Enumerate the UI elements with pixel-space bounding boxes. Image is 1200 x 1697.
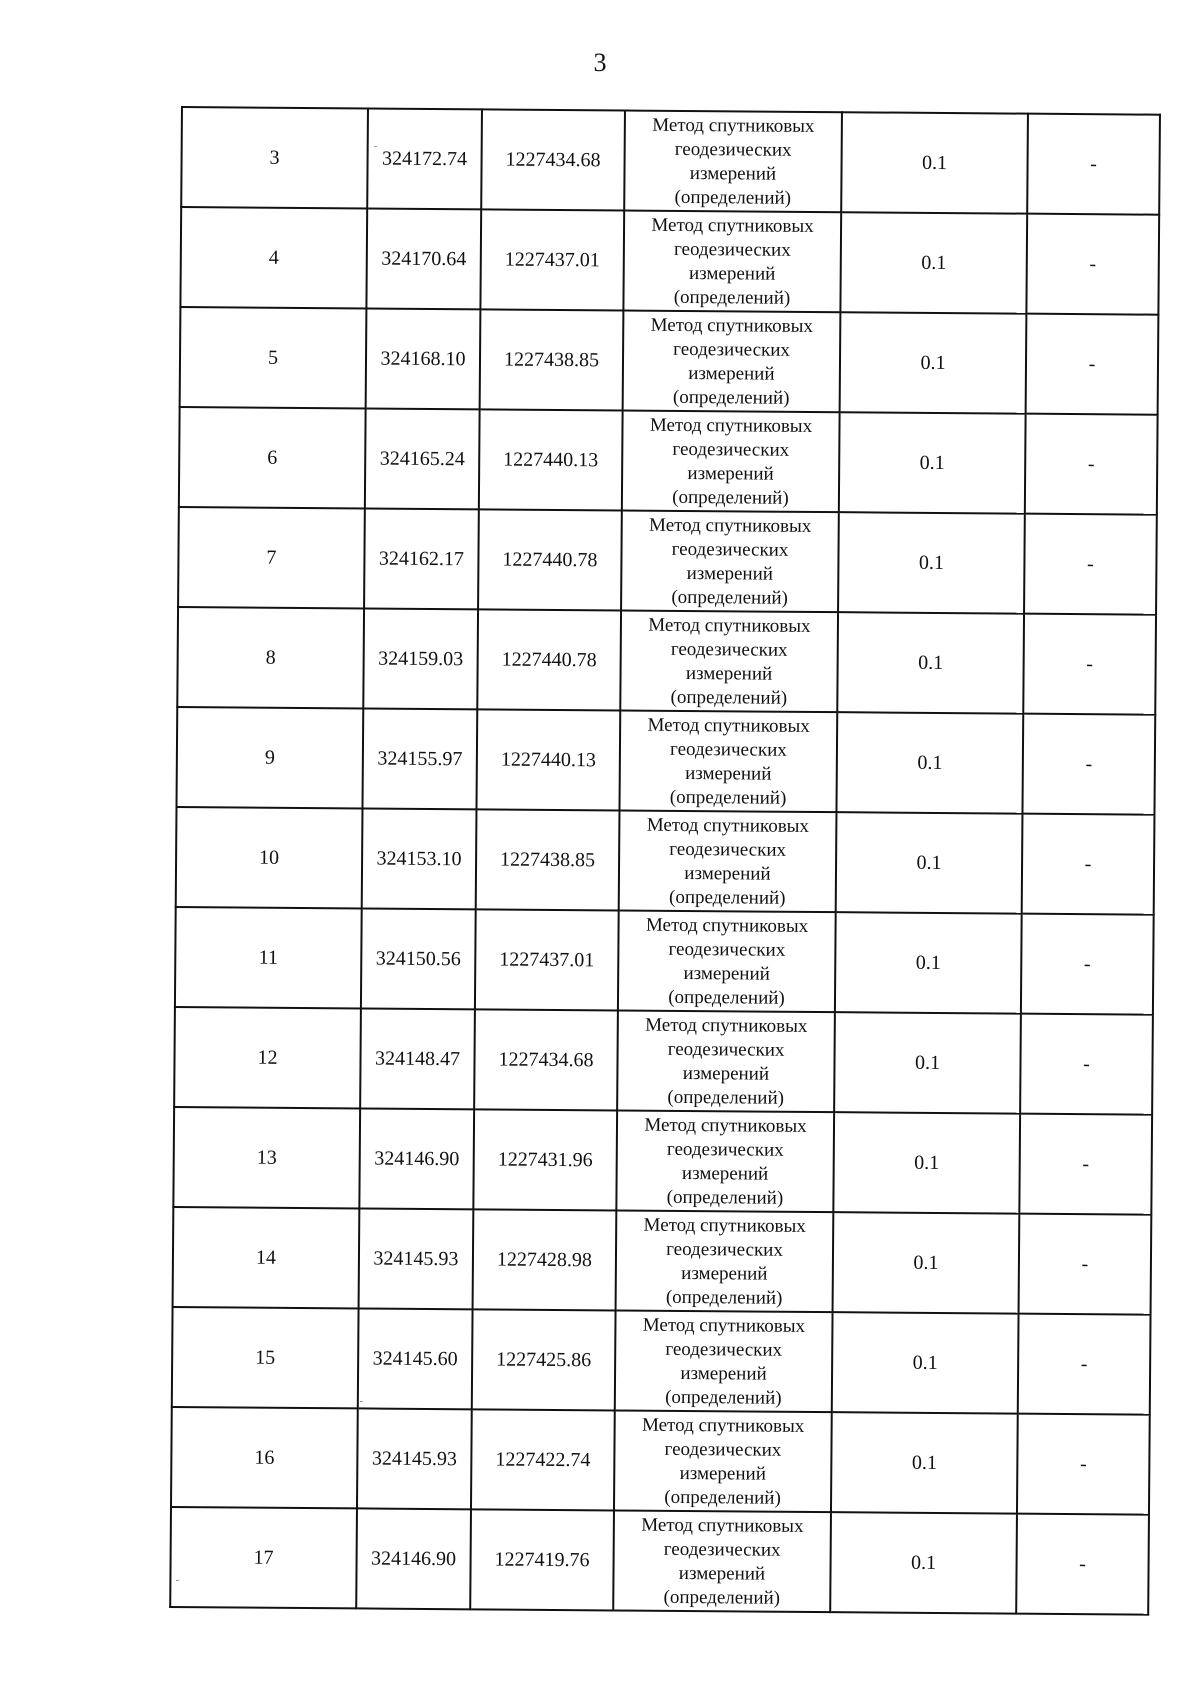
note-cell: - bbox=[1024, 514, 1157, 615]
method-text-line: измерений bbox=[679, 1462, 767, 1485]
method-text-line: (определений) bbox=[670, 686, 788, 709]
y-coordinate-cell: 1227431.96 bbox=[473, 1109, 617, 1210]
method-text-line: геодезических bbox=[663, 1538, 781, 1561]
note-cell: - bbox=[1026, 214, 1159, 315]
method-cell bbox=[622, 410, 840, 512]
method-text-line: Метод спутниковых bbox=[648, 614, 811, 637]
table-row bbox=[176, 707, 1155, 815]
table-row bbox=[172, 1307, 1151, 1415]
y-coordinate-cell: 1227419.76 bbox=[470, 1509, 614, 1610]
point-number-cell: 16 bbox=[171, 1407, 358, 1508]
note-cell: - bbox=[1027, 114, 1160, 215]
x-coordinate-cell: 324146.90 bbox=[356, 1508, 471, 1609]
accuracy-cell: 0.1 bbox=[833, 1112, 1020, 1213]
y-coordinate-cell: 1227438.85 bbox=[480, 309, 624, 410]
method-text-line: геодезических bbox=[666, 1138, 784, 1161]
note-cell: - bbox=[1017, 1414, 1150, 1515]
point-number-cell: 7 bbox=[178, 507, 365, 608]
table-row bbox=[173, 1107, 1152, 1215]
method-text-line: геодезических bbox=[667, 1038, 785, 1061]
method-text-line: измерений bbox=[688, 262, 776, 285]
method-cell bbox=[616, 1210, 834, 1312]
method-text-line: Метод спутниковых bbox=[647, 714, 810, 737]
note-cell: - bbox=[1020, 1014, 1153, 1115]
method-text-line: Метод спутниковых bbox=[641, 1514, 804, 1537]
method-text-line: Метод спутниковых bbox=[652, 114, 815, 137]
method-text-line: Метод спутниковых bbox=[651, 214, 814, 237]
method-cell bbox=[616, 1110, 834, 1212]
method-cell bbox=[615, 1310, 833, 1412]
method-text-line: (определений) bbox=[666, 1186, 784, 1209]
scan-speck bbox=[360, 1401, 363, 1402]
x-coordinate-cell: 324145.93 bbox=[357, 1408, 472, 1509]
y-coordinate-cell: 1227440.78 bbox=[477, 609, 621, 710]
method-text-line: геодезических bbox=[664, 1438, 782, 1461]
point-number-cell: 17 bbox=[170, 1507, 357, 1608]
method-cell bbox=[624, 110, 842, 212]
point-number-cell: 6 bbox=[179, 407, 366, 508]
point-number-cell: 5 bbox=[180, 307, 367, 408]
point-number-cell: 14 bbox=[173, 1207, 360, 1308]
method-text-line: измерений bbox=[685, 762, 772, 785]
method-text-line: (определений) bbox=[665, 1386, 782, 1409]
coordinates-table-body bbox=[170, 107, 1160, 1615]
method-text-line: измерений bbox=[680, 1362, 767, 1385]
method-text-line: Метод спутниковых bbox=[646, 814, 810, 837]
point-number-cell: 10 bbox=[176, 807, 363, 908]
page-number: 3 bbox=[593, 48, 607, 77]
point-number-cell: 9 bbox=[176, 707, 363, 808]
table-row bbox=[180, 307, 1159, 415]
method-cell bbox=[617, 1010, 835, 1112]
note-cell: - bbox=[1019, 1114, 1152, 1215]
method-text-line: геодезических bbox=[670, 738, 787, 761]
accuracy-cell: 0.1 bbox=[834, 1012, 1021, 1113]
method-cell bbox=[620, 610, 838, 712]
method-cell bbox=[619, 710, 837, 812]
table-row bbox=[181, 107, 1160, 215]
accuracy-cell: 0.1 bbox=[833, 1212, 1020, 1313]
method-text-line: Метод спутниковых bbox=[644, 1114, 807, 1137]
note-cell: - bbox=[1023, 614, 1156, 715]
table-row bbox=[175, 907, 1154, 1015]
method-cell bbox=[619, 810, 837, 912]
y-coordinate-cell: 1227437.01 bbox=[475, 909, 619, 1010]
point-number-cell: 11 bbox=[175, 907, 362, 1008]
x-coordinate-cell: 324165.24 bbox=[365, 408, 480, 509]
x-coordinate-cell: 324172.74 bbox=[367, 108, 482, 209]
y-coordinate-cell: 1227434.68 bbox=[481, 109, 625, 210]
x-coordinate-cell: 324148.47 bbox=[360, 1008, 475, 1109]
method-text-line: геодезических bbox=[672, 438, 790, 461]
table-row bbox=[170, 1507, 1149, 1615]
method-text-line: геодезических bbox=[670, 638, 788, 661]
method-text-line: геодезических bbox=[671, 538, 789, 561]
accuracy-cell: 0.1 bbox=[840, 212, 1027, 313]
y-coordinate-cell: 1227440.78 bbox=[478, 509, 622, 610]
method-text-line: Метод спутниковых bbox=[641, 1414, 805, 1437]
x-coordinate-cell: 324145.60 bbox=[358, 1308, 473, 1409]
accuracy-cell: 0.1 bbox=[839, 412, 1026, 513]
note-cell: - bbox=[1016, 1514, 1149, 1615]
method-text-line: измерений bbox=[687, 462, 774, 485]
accuracy-cell: 0.1 bbox=[836, 812, 1023, 913]
method-text-line: (определений) bbox=[672, 386, 790, 409]
table-row bbox=[180, 207, 1159, 315]
method-text-line: измерений bbox=[681, 1262, 768, 1285]
method-cell bbox=[614, 1410, 832, 1512]
x-coordinate-cell: 324168.10 bbox=[366, 308, 481, 409]
method-text-line: (определений) bbox=[668, 986, 785, 1009]
accuracy-cell: 0.1 bbox=[830, 1512, 1017, 1613]
method-text-line: измерений bbox=[689, 162, 777, 185]
y-coordinate-cell: 1227437.01 bbox=[480, 209, 624, 310]
note-cell: - bbox=[1022, 814, 1155, 915]
y-coordinate-cell: 1227428.98 bbox=[473, 1209, 617, 1310]
note-cell: - bbox=[1019, 1214, 1152, 1315]
x-coordinate-cell: 324150.56 bbox=[361, 908, 476, 1009]
y-coordinate-cell: 1227434.68 bbox=[474, 1009, 618, 1110]
method-text-line: измерений bbox=[678, 1562, 766, 1585]
note-cell: - bbox=[1021, 914, 1154, 1015]
method-text-line: Метод спутниковых bbox=[649, 514, 812, 537]
x-coordinate-cell: 324153.10 bbox=[362, 808, 477, 909]
method-text-line: Метод спутниковых bbox=[642, 1314, 806, 1337]
table-row bbox=[176, 807, 1155, 915]
table-row bbox=[174, 1007, 1153, 1115]
method-text-line: Метод спутниковых bbox=[645, 1014, 808, 1037]
point-number-cell: 8 bbox=[177, 607, 364, 708]
method-text-line: измерений bbox=[688, 362, 775, 385]
x-coordinate-cell: 324145.93 bbox=[359, 1208, 474, 1309]
point-number-cell: 13 bbox=[173, 1107, 360, 1208]
method-text-line: (определений) bbox=[667, 1086, 785, 1109]
x-coordinate-cell: 324159.03 bbox=[363, 608, 478, 709]
method-text-line: (определений) bbox=[665, 1286, 783, 1309]
method-text-line: (определений) bbox=[664, 1486, 781, 1509]
accuracy-cell: 0.1 bbox=[836, 712, 1023, 813]
accuracy-cell: 0.1 bbox=[837, 612, 1024, 713]
accuracy-cell: 0.1 bbox=[832, 1312, 1019, 1413]
method-text-line: геодезических bbox=[669, 838, 787, 861]
method-text-line: геодезических bbox=[665, 1338, 783, 1361]
y-coordinate-cell: 1227438.85 bbox=[476, 809, 620, 910]
method-text-line: (определений) bbox=[674, 186, 792, 209]
table-row bbox=[178, 507, 1157, 615]
method-text-line: измерений bbox=[685, 662, 773, 685]
point-number-cell: 12 bbox=[174, 1007, 361, 1108]
method-text-line: измерений bbox=[681, 1162, 769, 1185]
table-row bbox=[177, 607, 1156, 715]
method-text-line: Метод спутниковых bbox=[650, 314, 813, 337]
method-cell bbox=[623, 310, 841, 412]
x-coordinate-cell: 324162.17 bbox=[364, 508, 479, 609]
method-text-line: (определений) bbox=[673, 286, 791, 309]
note-cell: - bbox=[1025, 414, 1158, 515]
x-coordinate-cell: 324170.64 bbox=[366, 208, 481, 309]
method-text-line: (определений) bbox=[672, 486, 789, 509]
table-row bbox=[171, 1407, 1150, 1515]
method-text-line: (определений) bbox=[671, 586, 789, 609]
accuracy-cell: 0.1 bbox=[841, 112, 1028, 213]
point-number-cell: 4 bbox=[180, 207, 367, 308]
note-cell: - bbox=[1018, 1314, 1151, 1415]
method-cell bbox=[618, 910, 836, 1012]
method-cell bbox=[623, 210, 841, 312]
accuracy-cell: 0.1 bbox=[835, 912, 1022, 1013]
y-coordinate-cell: 1227422.74 bbox=[471, 1409, 615, 1510]
method-text-line: измерений bbox=[684, 862, 771, 885]
x-coordinate-cell: 324146.90 bbox=[359, 1108, 474, 1209]
method-cell bbox=[613, 1510, 831, 1612]
method-text-line: Метод спутниковых bbox=[643, 1214, 806, 1237]
method-text-line: геодезических bbox=[673, 338, 791, 361]
accuracy-cell: 0.1 bbox=[840, 312, 1027, 413]
method-text-line: (определений) bbox=[663, 1586, 781, 1609]
method-text-line: геодезических bbox=[673, 238, 791, 261]
y-coordinate-cell: 1227440.13 bbox=[479, 409, 623, 510]
method-text-line: геодезических bbox=[668, 938, 786, 961]
y-coordinate-cell: 1227440.13 bbox=[476, 709, 620, 810]
point-number-cell: 15 bbox=[172, 1307, 359, 1408]
scan-speck bbox=[176, 1580, 179, 1581]
table-row bbox=[173, 1207, 1152, 1315]
method-text-line: Метод спутниковых bbox=[649, 414, 813, 437]
method-text-line: измерений bbox=[682, 1062, 770, 1085]
point-number-cell: 3 bbox=[181, 107, 368, 208]
y-coordinate-cell: 1227425.86 bbox=[472, 1309, 616, 1410]
coordinates-table bbox=[169, 106, 1161, 1616]
x-coordinate-cell: 324155.97 bbox=[362, 708, 477, 809]
method-text-line: измерений bbox=[683, 962, 770, 985]
note-cell: - bbox=[1026, 314, 1159, 415]
method-text-line: (определений) bbox=[668, 886, 786, 909]
scan-speck bbox=[374, 146, 377, 147]
method-text-line: геодезических bbox=[674, 138, 792, 161]
accuracy-cell: 0.1 bbox=[838, 512, 1025, 613]
accuracy-cell: 0.1 bbox=[831, 1412, 1018, 1513]
method-text-line: Метод спутниковых bbox=[645, 914, 809, 937]
method-text-line: геодезических bbox=[666, 1238, 783, 1261]
table-row bbox=[179, 407, 1158, 515]
method-text-line: (определений) bbox=[669, 786, 787, 809]
note-cell: - bbox=[1022, 714, 1155, 815]
method-cell bbox=[621, 510, 839, 612]
method-text-line: измерений bbox=[686, 562, 774, 585]
